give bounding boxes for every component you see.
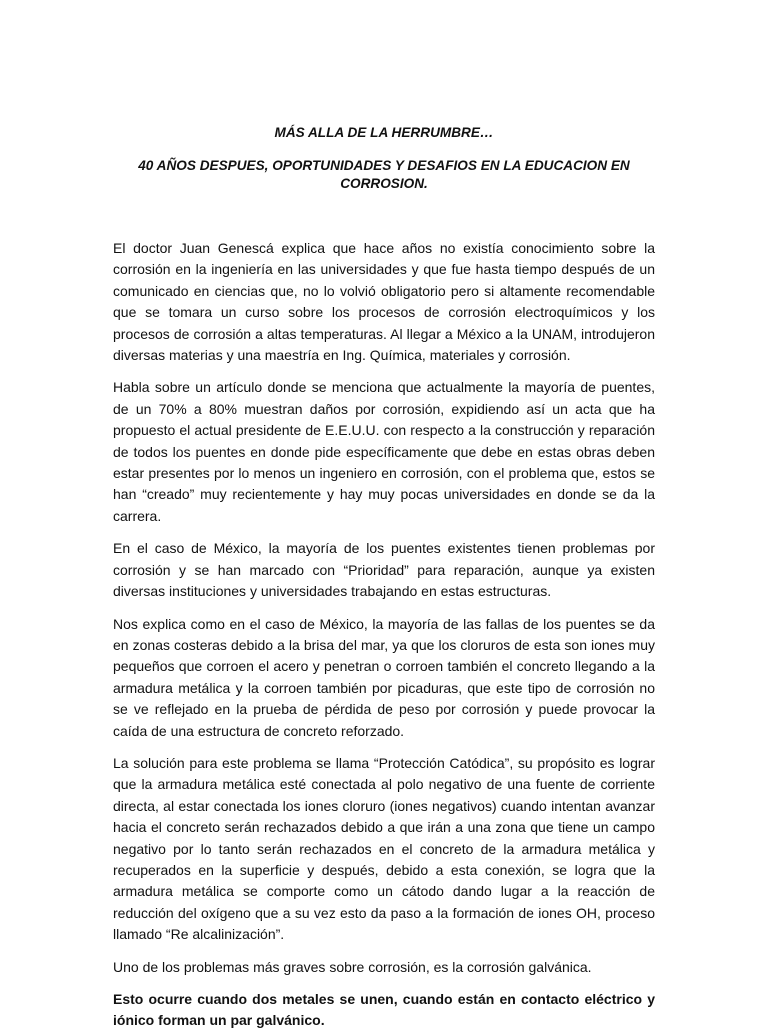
paragraph-7: Esto ocurre cuando dos metales se unen, cuando están en contacto eléctrico y iónico forman un par galvánico. — [113, 991, 655, 1029]
paragraph-3: En el caso de México, la mayoría de los puentes existentes tienen problemas por corrosión y se han marcado con “Prioridad” para reparación, aunque ya existen diversas instituciones y universidades trabajando en estas estructuras. — [113, 540, 655, 600]
document-subtitle: 40 AÑOS DESPUES, OPORTUNIDADES Y DESAFIOS EN LA EDUCACION EN CORROSION. — [138, 158, 630, 191]
paragraph-1: El doctor Juan Genescá explica que hace años no existía conocimiento sobre la corrosión en la ingeniería en las universidades y que fue hasta tiempo después de un comunicado en ciencias que, no lo volvió obligatorio pero si altamente recomendable que se tomara un curso sobre los procesos de corrosión electroquímicos y los procesos de corrosión a altas temperaturas. Al llegar a México a la UNAM, introdujeron diversas materias y una maestría en Ing. Química, materiales y corrosión. — [113, 240, 655, 364]
paragraph-4: Nos explica como en el caso de México, la mayoría de las fallas de los puentes se da en zonas costeras debido a la brisa del mar, ya que los cloruros de esta son iones muy pequeños que corroen el acero y penetran o corroen también el concreto llegando a la armadura metálica y la corroen también por picaduras, que este tipo de corrosión no se ve reflejado en la prueba de pérdida de peso por corrosión y puede provocar la caída de una estructura de concreto reforzado. — [113, 615, 655, 739]
paragraph-5: La solución para este problema se llama “Protección Catódica”, su propósito es lograr que la armadura metálica esté conectada al polo negativo de una fuente de corriente directa, al estar conectada los iones cloruro (iones negativos) cuando intentan avanzar hacia el concreto serán rechazados debido a que irán a una zona que tiene un campo negativo por lo tanto serán rechazados en el concreto de la armadura metálica y recuperados en la superficie y después, debido a esta conexión, se logra que la armadura metálica se comporte como un cátodo dando lugar a la reacción de reducción del oxígeno que a su vez esto da paso a la formación de iones OH, proceso llamado “Re alcalinización”. — [113, 754, 655, 943]
paragraph-2: Habla sobre un artículo donde se menciona que actualmente la mayoría de puentes, de un 70% a 80% muestran daños por corrosión, expidiendo así un acta que ha propuesto el actual presidente de E.E.U.U. con respecto a la construcción y reparación de todos los puentes en donde pide específicamente que debe en estas obras deben estar presentes por lo menos un ingeniero en corrosión, con el problema que, estos se han “creado” muy recientemente y hay muy pocas universidades en donde se da la carrera. — [113, 379, 655, 524]
document-title: MÁS ALLA DE LA HERRUMBRE… — [274, 125, 494, 140]
paragraph-6: Uno de los problemas más graves sobre corrosión, es la corrosión galvánica. — [113, 958, 592, 975]
